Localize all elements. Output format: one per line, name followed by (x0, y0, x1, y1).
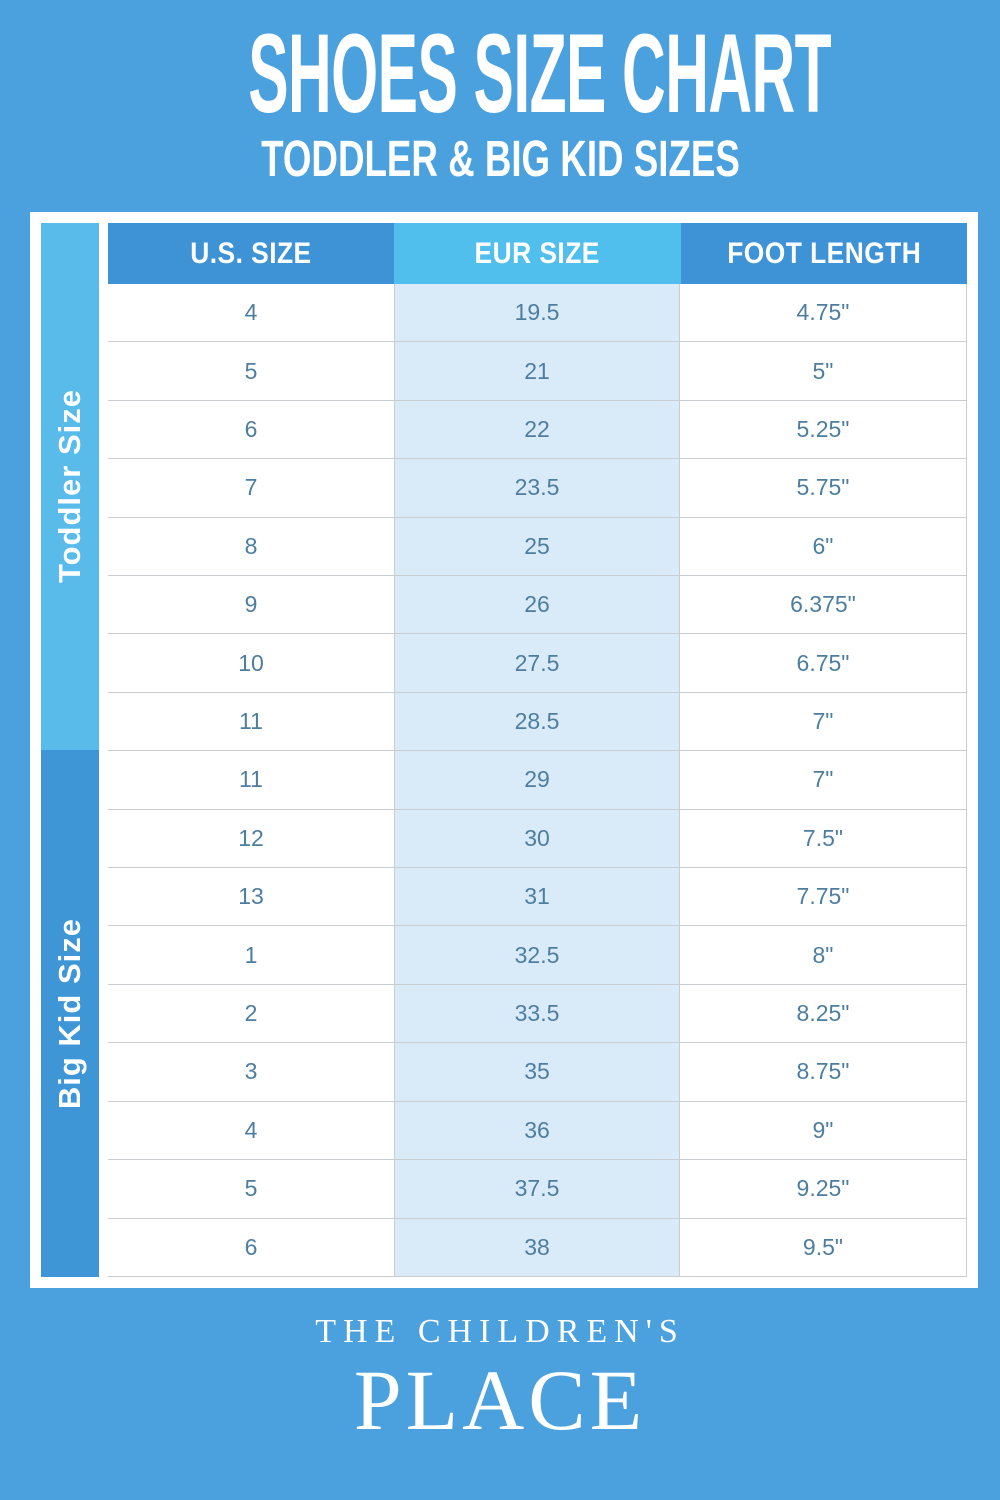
size-table-grid (108, 223, 967, 1277)
table-row (108, 1219, 966, 1277)
brand-name-bottom: PLACE (353, 1351, 647, 1448)
us-size-cell: 13 (238, 883, 264, 910)
foot-length-cell: 5" (812, 357, 834, 384)
brand-logo (0, 1312, 1000, 1448)
eur-size-cell: 23.5 (394, 459, 680, 516)
foot-length-cell: 5.25" (796, 416, 850, 443)
bigkid-section-label: Big Kid Size (52, 917, 87, 1110)
table-row (108, 576, 966, 634)
table-row (108, 926, 966, 984)
foot-length-cell: 7.75" (796, 883, 850, 910)
us-size-cell: 8 (244, 532, 258, 559)
us-size-cell: 6 (244, 1233, 258, 1260)
eur-size-cell: 27.5 (394, 634, 680, 691)
foot-length-cell: 8.25" (796, 1000, 850, 1027)
us-size-cell: 4 (244, 1116, 258, 1143)
us-size-cell: 1 (244, 941, 258, 968)
foot-length-cell: 7" (812, 708, 834, 735)
brand-name-top: THE CHILDREN'S (315, 1313, 685, 1350)
table-row (108, 810, 966, 868)
us-size-cell: 11 (239, 708, 263, 735)
us-size-cell: 10 (238, 649, 264, 676)
eur-size-cell: 37.5 (394, 1160, 680, 1217)
table-row (108, 401, 966, 459)
toddler-section-strip (41, 223, 99, 750)
page-subtitle: TODDLER & BIG KID SIZES (260, 130, 740, 187)
table-body (108, 284, 967, 1277)
us-size-cell: 4 (244, 299, 258, 326)
us-size-cell: 5 (244, 357, 258, 384)
eur-size-cell: 29 (394, 751, 680, 808)
eur-size-cell: 31 (394, 868, 680, 925)
title-block (0, 11, 1000, 187)
foot-length-cell: 8.75" (796, 1058, 850, 1085)
foot-length-cell: 6.75" (796, 649, 850, 676)
table-row (108, 634, 966, 692)
foot-length-cell: 9" (812, 1116, 834, 1143)
eur-size-cell: 36 (394, 1102, 680, 1159)
header-us-size (108, 223, 394, 284)
header-eur-size (394, 223, 680, 284)
table-row (108, 1160, 966, 1218)
foot-length-cell: 4.75" (796, 299, 850, 326)
eur-size-cell: 25 (394, 518, 680, 575)
table-row (108, 1043, 966, 1101)
table-row (108, 1102, 966, 1160)
table-row (108, 868, 966, 926)
eur-size-cell: 22 (394, 401, 680, 458)
page-title: SHOES SIZE CHART (248, 11, 832, 136)
us-size-cell: 12 (238, 824, 264, 851)
foot-length-cell: 5.75" (796, 474, 850, 501)
table-row (108, 693, 966, 751)
foot-length-cell: 9.5" (802, 1233, 844, 1260)
eur-size-cell: 33.5 (394, 985, 680, 1042)
eur-size-cell: 38 (394, 1219, 680, 1276)
table-row (108, 459, 966, 517)
us-size-cell: 9 (244, 591, 258, 618)
eur-size-cell: 26 (394, 576, 680, 633)
header-us-size-label: U.S. SIZE (190, 236, 312, 270)
table-header-row (108, 223, 967, 284)
eur-size-cell: 28.5 (394, 693, 680, 750)
eur-size-cell: 30 (394, 810, 680, 867)
foot-length-cell: 7" (812, 766, 834, 793)
toddler-section-label: Toddler Size (52, 389, 87, 584)
table-row (108, 518, 966, 576)
foot-length-cell: 8" (812, 941, 834, 968)
foot-length-cell: 6.375" (790, 591, 856, 618)
us-size-cell: 5 (244, 1175, 258, 1202)
table-row (108, 284, 966, 342)
us-size-cell: 6 (244, 416, 258, 443)
header-eur-size-label: EUR SIZE (474, 236, 601, 270)
foot-length-cell: 9.25" (796, 1175, 850, 1202)
table-row (108, 751, 966, 809)
eur-size-cell: 21 (394, 342, 680, 399)
us-size-cell: 7 (244, 474, 258, 501)
eur-size-cell: 19.5 (394, 284, 680, 341)
header-foot-length-label: FOOT LENGTH (726, 236, 921, 270)
foot-length-cell: 6" (812, 532, 834, 559)
foot-length-cell: 7.5" (802, 824, 844, 851)
us-size-cell: 11 (239, 766, 263, 793)
us-size-cell: 3 (244, 1058, 258, 1085)
eur-size-cell: 32.5 (394, 926, 680, 983)
size-table (30, 212, 978, 1288)
section-label-column (41, 223, 99, 1277)
eur-size-cell: 35 (394, 1043, 680, 1100)
bigkid-section-strip (41, 750, 99, 1277)
header-foot-length (681, 223, 967, 284)
us-size-cell: 2 (244, 1000, 258, 1027)
table-row (108, 342, 966, 400)
table-row (108, 985, 966, 1043)
